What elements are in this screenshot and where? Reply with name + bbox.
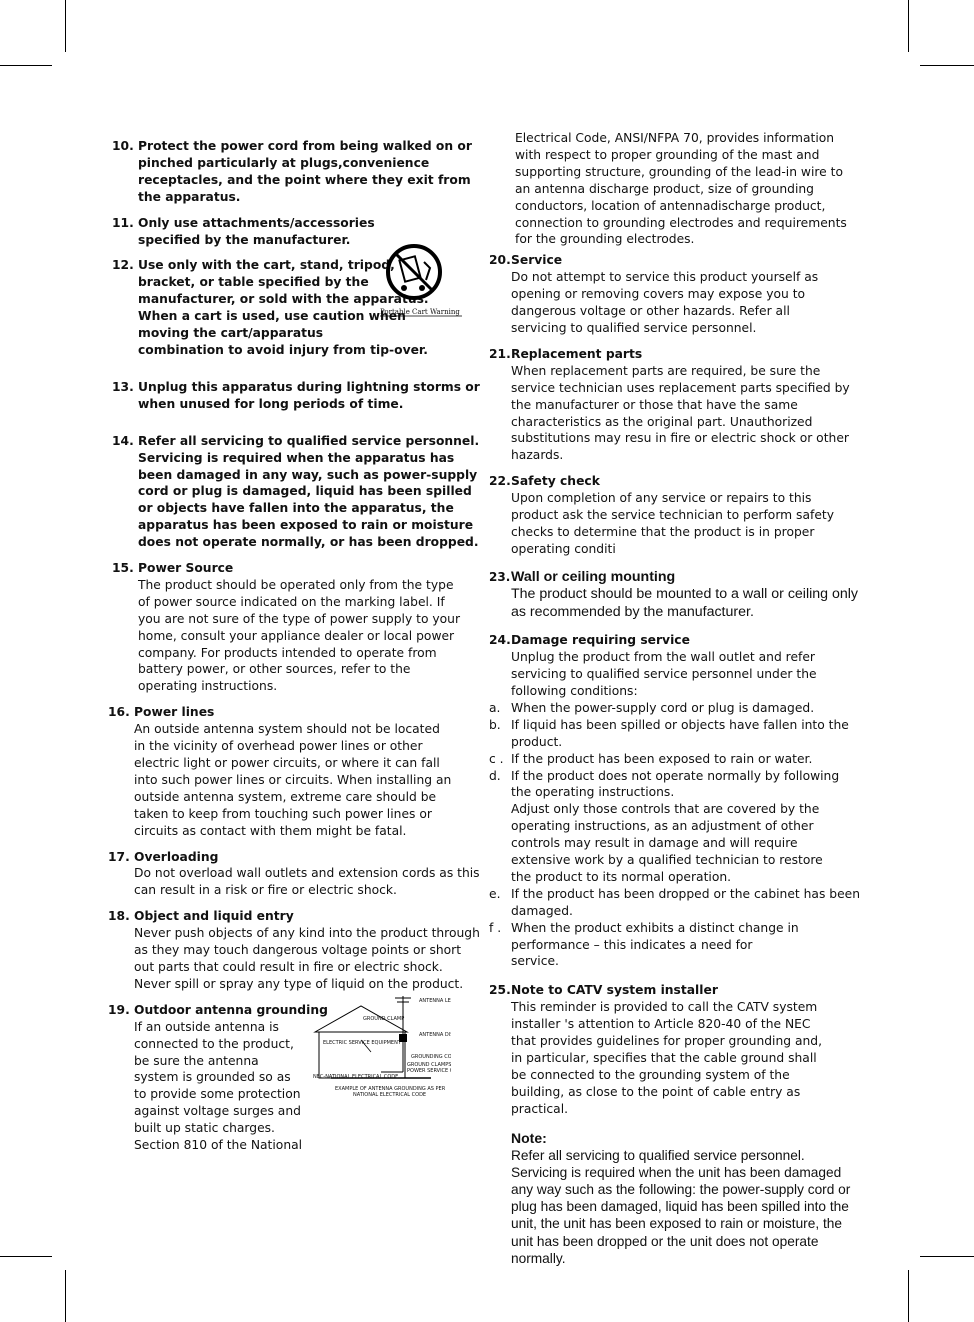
item-19-line: system is grounded so as [134,1070,291,1085]
item-15-text: The product should be operated only from the type of power source indicated on the marking label. If you are not sure of the type of power supply to your home, consult your appliance dealer or local power company. For products intended to operate from battery power, or other sources, refer to the operating instructions. [138,577,461,694]
item-12-line: combination to avoid injury from tip-over. [138,342,428,357]
item-24-f: f . When the product exhibits a distinct change in performance – this indicates a need for service. [489,920,799,969]
item-24-e: e. If the product has been dropped or the cabinet has been damaged. [489,886,861,918]
diagram-label: GROUNDING CO [411,1054,451,1060]
item-19-line: built up static charges. [134,1121,275,1136]
item-20-text: Do not attempt to service this product yourself as opening or removing covers may expose you to dangerous voltage or other hazards. Refer all servicing to qualified service personnel. [511,270,819,335]
item-25-title: Note to CATV system installer [511,983,718,998]
item-17-title: Overloading [134,849,219,864]
item-16: 16. Power lines An outside antenna system should not be located in the vicinity of overhead power lines or other electric light or power circuits, or where it can fall into such power lines or circuits. When installing an outside antenna system, extreme care should be taken to keep from touching such power lines or circuits as contact with them might be fatal. [108,704,482,839]
item-24-d-text2: Adjust only those controls that are covered by the operating instructions, as an adjustment of other controls may result in damage and will require extensive work by a qualified technician to restore the product to its normal operation. [511,802,823,884]
item-13-text: Unplug this apparatus during lightning storms or when unused for long periods of time. [138,379,480,411]
item-20-title: Service [511,253,563,268]
diagram-caption: NATIONAL ELECTRICAL CODE [353,1092,427,1098]
item-19-line: If an outside antenna is [134,1019,279,1034]
item-18-text2: Never spill or spray any type of liquid on the product. [134,976,464,991]
item-10: 10. Protect the power cord from being walked on or pinched particularly at plugs,convenience receptacles, and the point where they exit from the apparatus. [112,138,482,206]
item-21-text: When replacement parts are required, be sure the service technician uses replacement parts specified by the manufacturer or those that have the same characteristics as the original part. Unauthorized substitutions may resu in fire or electric shock or other hazards. [511,363,850,463]
diagram-label: ELECTRIC SERVICE EQUIPMENT [323,1040,401,1046]
item-18-text: Never push objects of any kind into the product through as they may touch dangerous voltage points or short out parts that could result in fire or electric shock. [134,926,480,974]
item-21-title: Replacement parts [511,346,643,361]
item-21: 21.Replacement parts When replacement parts are required, be sure the service technician uses replacement parts specified by the manufacturer or those that have the same characteristics as the original part. Unauthorized substitutions may resu in fire or electric shock or other hazards. [489,346,861,464]
item-25: 25.Note to CATV system installer This reminder is provided to call the CATV system installer 's attention to Article 820-40 of the NEC that provides guidelines for proper grounding and, in particular, specifies that the cable ground shall be connected to the grounding system of the building, as close to the point of cable entry as practical. [489,982,861,1117]
crop-mark [0,65,52,66]
item-14: 14. Refer all servicing to qualified service personnel. Servicing is required when the apparatus has been damaged in any way, such as power-supply cord or plug is damaged, liquid has been spilled or objects have fallen into the apparatus, the apparatus has been exposed to rain or moisture does not operate normally, or has been dropped. [112,433,482,551]
item-18-title: Object and liquid entry [134,909,294,924]
item-23-text: The product should be mounted to a wall or ceiling only as recommended by the manufacturer. [511,586,859,620]
item-19-line: connected to the product, [134,1036,294,1051]
item-14-text: Refer all servicing to qualified service personnel. Servicing is required when the apparatus has been damaged in any way, such as power-supply cord or plug is damaged, liquid has been spilled or objects have fallen into the apparatus, the apparatus has been exposed to rain or moisture does not operate normally, or has been dropped. [138,433,480,550]
item-12-line: When a cart is used, use caution when [138,309,406,324]
item-15-title: Power Source [138,561,234,576]
note-text: Refer all servicing to qualified service personnel. Servicing is required when the unit has been damaged any way such as the following: the power-supply cord or plug has been damaged, liquid has been spilled into the unit, the unit has been exposed to rain or moisture, the unit has been dropped or the unit does not operate normally. [511,1147,851,1266]
item-22: 22.Safety check Upon completion of any service or repairs to this product ask the service technician to perform safety checks to determine that the product is in proper operating conditi [489,473,861,558]
diagram-label: ANTENNA DI [419,1032,451,1038]
item-24-title: Damage requiring service [511,633,690,648]
item-24-b: b. If liquid has been spilled or objects have fallen into the product. [489,717,849,749]
right-column [489,130,861,1276]
item-24-c: c . If the product has been exposed to rain or water. [489,751,813,766]
item-19-line: to provide some protection [134,1087,301,1102]
cart-warning-figure [376,244,464,320]
diagram-label: GROUND CLAMP [363,1016,405,1022]
item-18: 18. Object and liquid entry Never push objects of any kind into the product through as they may touch dangerous voltage points or short out parts that could result in fire or electric shock. Never spill or spray any type of liquid on the product. [108,908,482,993]
item-24: 24.Damage requiring service Unplug the product from the wall outlet and refer servicing to qualified service personnel under the following conditions: a. When the power-supply cord or plug is damaged. b. If liquid has been spilled or objects have fallen into the product. c . If the product has been exposed to rain or water. d. If the product does not operate normally by following the operating instructions. Adjust only those controls that are covered by the operating instructions, as an adjustment of other controls may result in damage and will require extensive work by a qualified technician to restore the product to its normal operation. e. If the product has been dropped or the cabinet has been damaged. f . When the product exhibits a distinct change in performance – this indicates a need for service. [489,633,861,969]
diagram-label: ANTENNA LE [419,998,451,1004]
antenna-grounding-diagram [311,992,451,1102]
item-19-line: Section 810 of the National [134,1138,303,1153]
item-12-line: moving the cart/apparatus [138,326,324,341]
item-10-text: Protect the power cord from being walked on or pinched particularly at plugs,convenience receptacles, and the point where they exit from the apparatus. [138,139,472,204]
item-23: 23.Wall or ceiling mounting The product should be mounted to a wall or ceiling only as recommended by the manufacturer. [489,569,861,622]
item-12-line: manufacturer, or sold with the apparatus. [138,292,429,307]
note-title: Note: [511,1129,547,1146]
item-11-text: Only use attachments/accessories specified by the manufacturer. [138,215,375,247]
item-15: 15. Power Source The product should be operated only from the type of power source indicated on the marking label. If you are not sure of the type of power supply to your home, consult your appliance dealer or local power company. For products intended to operate from battery power, or other sources, refer to the operating instructions. [112,560,482,695]
crop-mark [65,0,66,52]
item-20: 20.Service Do not attempt to service this product yourself as opening or removing covers may expose you to dangerous voltage or other hazards. Refer all servicing to qualified service personnel. [489,252,861,337]
cart-warning-caption: Portable Cart Warning [380,308,460,316]
item-24-intro: Unplug the product from the wall outlet and refer servicing to qualified service personnel under the following conditions: [511,650,817,698]
diagram-label: GROUND CLAMPS [407,1062,451,1068]
item-19-title: Outdoor antenna grounding [134,1002,328,1017]
crop-mark [65,1270,66,1322]
item-25-text: This reminder is provided to call the CATV system installer 's attention to Article 820-40 of the NEC that provides guidelines for proper grounding and, in particular, specifies that the cable ground shall be connected to the grounding system of the building, as close to the point of cable entry as practical. [511,1000,823,1116]
antenna-grounding-figure [311,992,451,1102]
item-22-text: Upon completion of any service or repairs to this product ask the service technician to perform safety checks to determine that the product is in proper operating conditi [511,491,834,556]
item-24-d: d. If the product does not operate normally by following the operating instructions. [489,768,840,800]
item-17-text: Do not overload wall outlets and extension cords as this can result in a risk or fire or electric shock. [134,866,480,898]
item-23-title: Wall or ceiling mounting [511,568,676,585]
crop-mark [920,1256,974,1257]
diagram-label: POWER SERVICE [407,1068,449,1074]
crop-mark [920,65,974,66]
item-16-text: An outside antenna system should not be located in the vicinity of overhead power lines or other electric light or power circuits, or where it can fall into such power lines or circuits. When installing an outside antenna system, extreme care should be taken to keep from touching such power lines or circuits as contact with them might be fatal. [134,722,452,838]
item-16-title: Power lines [134,705,215,720]
item-19-continued: Electrical Code, ANSI/NFPA 70, provides information with respect to proper grounding of the mast and supporting structure, grounding of the lead-in wire to an antenna discharge product, size of grounding conductors, location of antennadischarge product, connection to grounding electrodes and requirements for the grounding electrodes. [515,131,847,247]
note [489,1130,861,1267]
item-24-a: a. When the power-supply cord or plug is damaged. [489,700,815,715]
item-17: 17. Overloading Do not overload wall outlets and extension cords as this can result in a risk or fire or electric shock. [108,849,482,900]
crop-mark [908,0,909,52]
item-12: 12. Use only with the cart, stand, tripod, bracket, or table specified by the manufacturer, or sold with the apparatus. When a cart is used, use caution when moving the cart/apparatus combination to avoid injury from tip-over. [112,257,482,358]
item-12-line: Use only with the cart, stand, tripod, [138,258,395,273]
item-11: 11. Only use attachments/accessories specified by the manufacturer. [112,215,482,249]
item-19-line: against voltage surges and [134,1104,301,1119]
item-13: 13. Unplug this apparatus during lightning storms or when unused for long periods of time. [112,379,482,413]
item-12-line: bracket, or table specified by the [138,275,369,290]
item-19: 19. Outdoor antenna grounding If an outside antenna is connected to the product, be sure the antenna system is grounded so as to provide some protection against voltage surges and built up static charges. Section 810 of the National [108,1002,482,1154]
crop-mark [0,1256,52,1257]
item-19-line: be sure the antenna [134,1053,259,1068]
diagram-caption: EXAMPLE OF ANTENNA GROUNDING AS PER [335,1086,446,1092]
crop-mark [908,1270,909,1322]
item-22-title: Safety check [511,474,600,489]
diagram-label: NEC-NATIONAL ELECTRICAL CODE [313,1074,399,1080]
